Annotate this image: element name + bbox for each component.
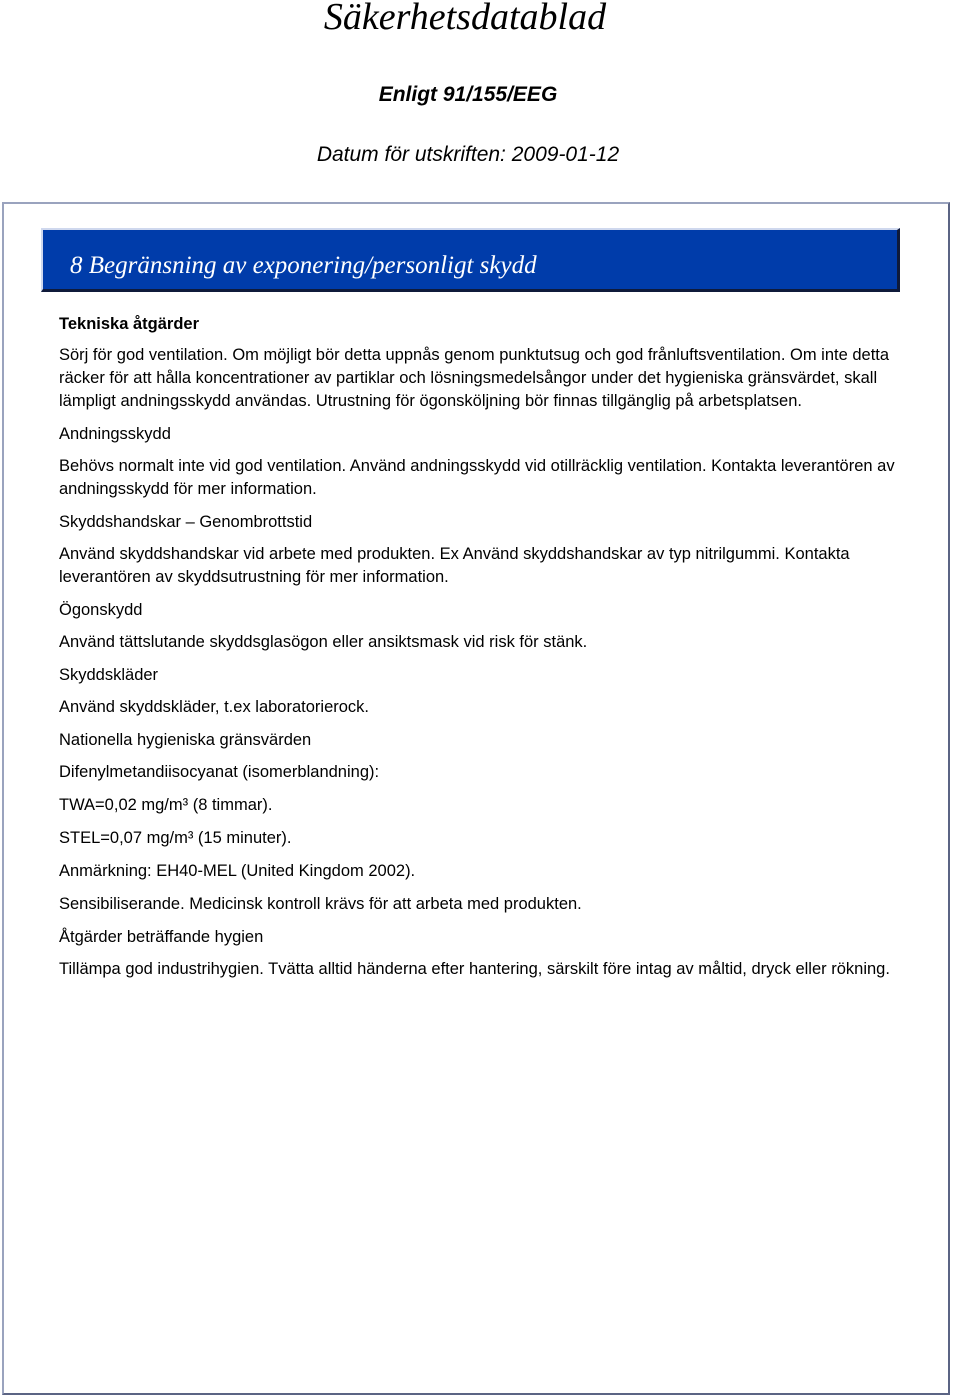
twa-value: TWA=0,02 mg/m³ (8 timmar). xyxy=(59,796,273,814)
section-content xyxy=(59,313,899,991)
document-title: Säkerhetsdatablad xyxy=(323,0,607,38)
regulation-subtitle: Enligt 91/155/EEG xyxy=(378,83,558,106)
protective-clothing-text: Använd skyddskläder, t.ex laboratorierock. xyxy=(59,698,369,716)
hygiene-text: Tillämpa god industrihygien. Tvätta alltid händerna efter hantering, särskilt före intag av måltid, dryck eller rökning. xyxy=(59,960,890,978)
print-date: Datum för utskriften: 2009-01-12 xyxy=(316,143,620,166)
sensitizing-note: Sensibiliserande. Medicinsk kontroll krävs för att arbeta med produkten. xyxy=(59,895,582,913)
technical-heading: Tekniska åtgärder xyxy=(59,315,200,333)
gloves-text: Använd skyddshandskar vid arbete med produkten. Ex Använd skyddshandskar av typ nitrilgummi. Kontakta leverantören av skyddsutrustning för mer information. xyxy=(59,545,850,586)
exposure-limits-heading: Nationella hygieniska gränsvärden xyxy=(59,731,312,749)
respiratory-heading: Andningsskydd xyxy=(59,425,171,443)
eye-protection-heading: Ögonskydd xyxy=(59,601,143,619)
hygiene-heading: Åtgärder beträffande hygien xyxy=(59,928,264,946)
limit-remark: Anmärkning: EH40-MEL (United Kingdom 2002). xyxy=(59,862,416,880)
substance-name: Difenylmetandiisocyanat (isomerblandning): xyxy=(59,763,380,781)
section-title: 8 Begränsning av exponering/personligt skydd xyxy=(70,252,537,279)
protective-clothing-heading: Skyddskläder xyxy=(59,666,159,684)
technical-text: Sörj för god ventilation. Om möjligt bör detta uppnås genom punktutsug och god frånluftsventilation. Om inte detta räcker för att hålla koncentrationer av partiklar och lösningsmedelsångor under det hygieniska gränsvärdet, skall lämpligt andningsskydd användas. Utrustning för ögonsköljning bör finnas tillgänglig på arbetsplatsen. xyxy=(59,346,890,410)
stel-value: STEL=0,07 mg/m³ (15 minuter). xyxy=(59,829,292,847)
respiratory-text: Behövs normalt inte vid god ventilation. Använd andningsskydd vid otillräcklig ventilation. Kontakta leverantören av andningsskydd för mer information. xyxy=(59,457,895,498)
eye-protection-text: Använd tättslutande skyddsglasögon eller ansiktsmask vid risk för stänk. xyxy=(59,633,588,651)
gloves-heading: Skyddshandskar – Genombrottstid xyxy=(59,513,313,531)
